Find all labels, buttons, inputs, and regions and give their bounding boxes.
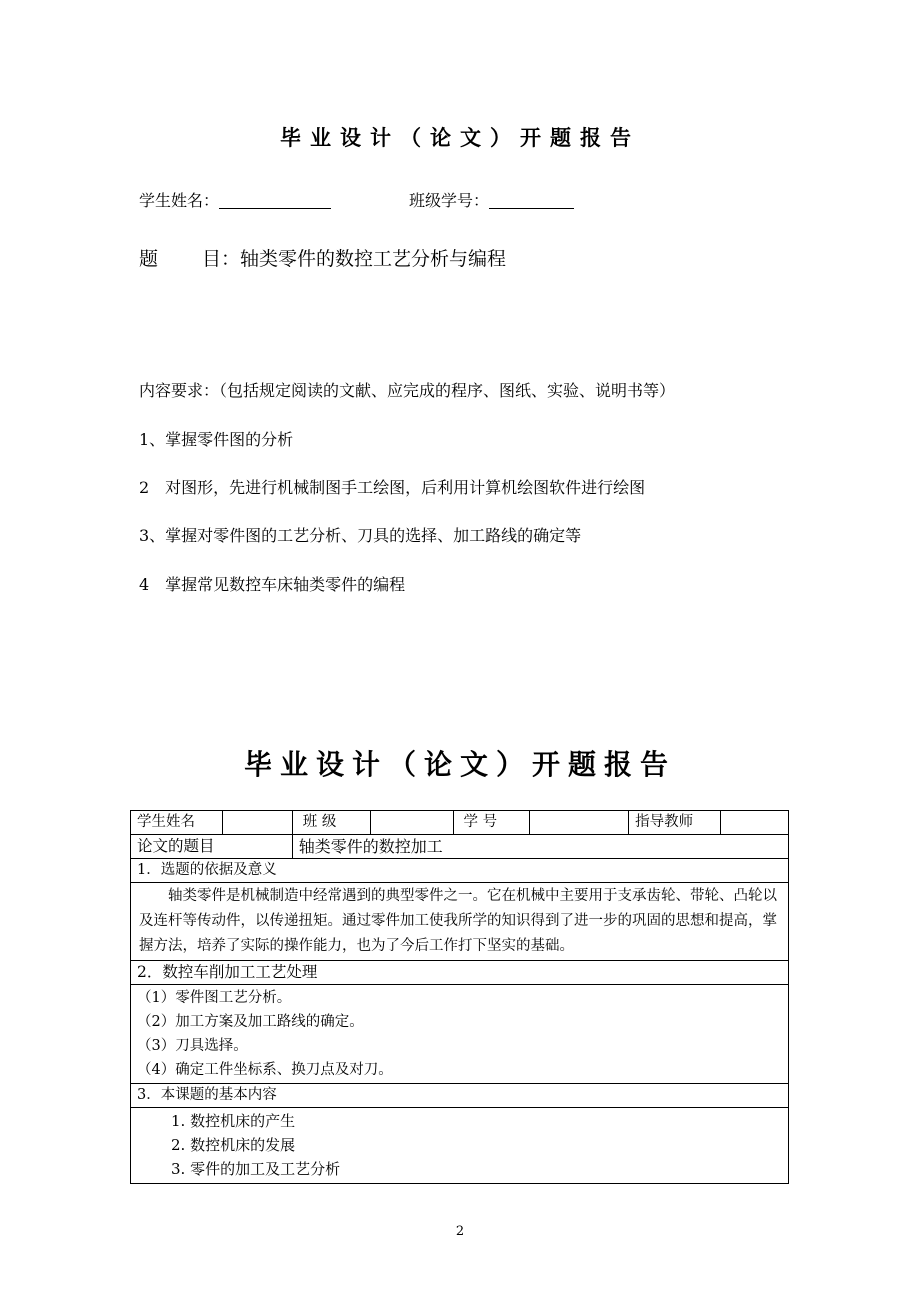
form-title: 毕业设计（论文）开题报告 <box>243 748 676 781</box>
advisor-value-cell[interactable] <box>721 811 789 835</box>
student-name-label-cell: 学生姓名 <box>131 811 223 835</box>
section2-title: 2．数控车削加工工艺处理 <box>131 961 789 985</box>
proposal-form-table <box>130 810 789 1184</box>
student-name-value-cell[interactable] <box>222 811 292 835</box>
section3-list <box>131 1108 789 1184</box>
section3-item: 3. 零件的加工及工艺分析 <box>171 1160 341 1178</box>
topic-line <box>139 244 506 271</box>
topic-value: 轴类零件的数控工艺分析与编程 <box>240 248 507 270</box>
requirement-item: 1、掌握零件图的分析 <box>139 430 294 449</box>
requirement-item: 2 对图形，先进行机械制图手工绘图，后利用计算机绘图软件进行绘图 <box>139 478 646 497</box>
requirement-item: 4 掌握常见数控车床轴类零件的编程 <box>139 575 406 594</box>
section3-item: 1. 数控机床的产生 <box>171 1112 296 1130</box>
section2-item: （4）确定工件坐标系、换刀点及对刀。 <box>137 1062 393 1078</box>
id-value-cell[interactable] <box>530 811 629 835</box>
report-title: 毕业设计（论文）开题报告 <box>280 125 640 150</box>
topic-label-cell: 论文的题目 <box>131 835 293 859</box>
topic-label-1: 题 <box>139 248 159 270</box>
section3-item: 2. 数控机床的发展 <box>171 1136 296 1154</box>
topic-label-2: 目： <box>202 248 241 270</box>
section3-title: 3．本课题的基本内容 <box>131 1084 789 1108</box>
requirement-item: 3、掌握对零件图的工艺分析、刀具的选择、加工路线的确定等 <box>139 526 582 545</box>
student-name-blank <box>219 192 331 209</box>
section2-item: （3）刀具选择。 <box>137 1038 248 1054</box>
section2-item: （2）加工方案及加工路线的确定。 <box>137 1014 364 1030</box>
student-name-field <box>139 188 331 211</box>
section2-list <box>131 985 789 1084</box>
section1-text: 轴类零件是机械制造中经常遇到的典型零件之一。它在机械中主要用于支承齿轮、带轮、凸轮以及连杆等传动件，以传递扭矩。通过零件加工使我所学的知识得到了进一步的巩固的思想和提高，掌握方法，培养了实际的操作能力，也为了今后工作打下坚实的基础。 <box>131 883 789 961</box>
requirements-heading: 内容要求：（包括规定阅读的文献、应完成的程序、图纸、实验、说明书等） <box>139 381 676 400</box>
section1-title: 1．选题的依据及意义 <box>131 859 789 883</box>
class-id-label: 班级学号： <box>409 191 490 210</box>
class-label-cell: 班 级 <box>292 811 370 835</box>
advisor-label-cell: 指导教师 <box>629 811 721 835</box>
class-id-field <box>409 188 574 211</box>
form-header-row <box>131 811 789 835</box>
form-topic-row <box>131 835 789 859</box>
class-id-blank <box>489 192 574 209</box>
page-number: 2 <box>455 1224 465 1239</box>
id-label-cell: 学 号 <box>453 811 530 835</box>
class-value-cell[interactable] <box>370 811 453 835</box>
student-name-label: 学生姓名： <box>139 191 220 210</box>
topic-value-cell: 轴类零件的数控加工 <box>292 835 788 859</box>
section2-item: （1）零件图工艺分析。 <box>137 990 292 1006</box>
